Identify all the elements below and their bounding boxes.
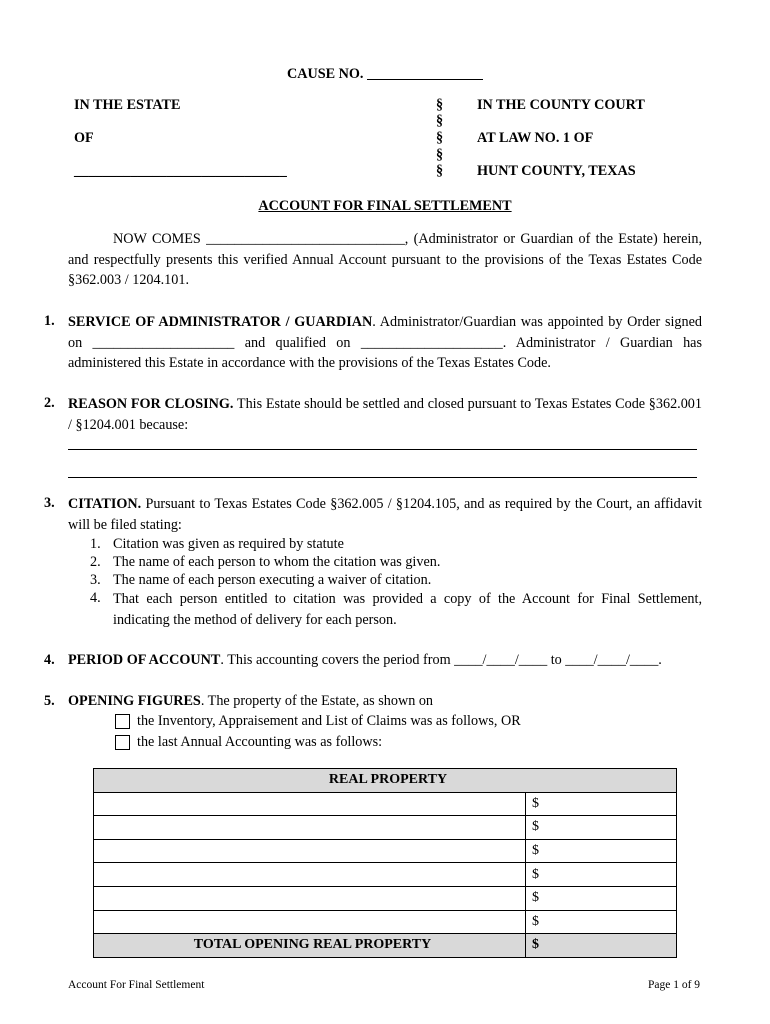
section-mark: §	[436, 113, 444, 129]
table-header: REAL PROPERTY	[94, 769, 677, 793]
cause-number	[287, 65, 483, 83]
property-description-cell[interactable]	[94, 792, 526, 816]
property-description-cell[interactable]	[94, 839, 526, 863]
list-item-number: 3.	[90, 572, 101, 588]
period-text[interactable]: . This accounting covers the period from ____/____/____ to ____/____/____.	[220, 652, 662, 668]
section-5-paragraph	[68, 693, 433, 710]
section-2-number: 2.	[44, 395, 55, 411]
table-row	[94, 863, 677, 887]
section-1-heading: SERVICE OF ADMINISTRATOR / GUARDIAN	[68, 314, 373, 330]
cause-number-blank[interactable]	[367, 65, 483, 80]
inventory-option-label: the Inventory, Appraisement and List of Claims was as follows, OR	[137, 713, 521, 729]
table-total-row	[94, 934, 677, 958]
intro-paragraph	[68, 229, 702, 291]
section-mark: §	[436, 97, 444, 113]
property-amount-cell[interactable]: $	[526, 816, 677, 840]
reason-line-2[interactable]	[68, 477, 697, 478]
section-1-text-b: and qualified on	[244, 334, 351, 351]
property-amount-cell[interactable]: $	[526, 886, 677, 910]
page-title: ACCOUNT FOR FINAL SETTLEMENT	[258, 198, 512, 214]
list-item-number: 4.	[90, 590, 101, 606]
list-item-number: 1.	[90, 536, 101, 552]
section-3-text: Pursuant to Texas Estates Code §362.005 / §1204.105, and as required by the Court, an affidavit will be filed stating:	[68, 496, 702, 533]
estate-label: IN THE ESTATE	[74, 97, 181, 113]
section-4-number: 4.	[44, 652, 55, 668]
total-label: TOTAL OPENING REAL PROPERTY	[94, 934, 526, 958]
page-number: Page 1 of 9	[648, 979, 701, 991]
section-mark: §	[436, 147, 444, 163]
section-4-heading: PERIOD OF ACCOUNT	[68, 652, 221, 668]
section-2-text: This Estate should be settled and closed pursuant to Texas Estates Code §362.001 / §1204.001 because:	[68, 396, 702, 433]
property-description-cell[interactable]	[94, 886, 526, 910]
cause-number-label: CAUSE NO.	[287, 66, 364, 82]
section-1-number: 1.	[44, 313, 55, 329]
of-label: OF	[74, 130, 94, 146]
intro-now-comes: NOW COMES	[113, 231, 201, 247]
list-item-number: 2.	[90, 554, 101, 570]
section-3-heading: CITATION.	[68, 496, 142, 512]
reason-line-1[interactable]	[68, 449, 697, 450]
property-amount-cell[interactable]: $	[526, 863, 677, 887]
section-1-text-c: . Administrator / Guardian has administered this Estate in accordance with the provisions of the Texas Estates Code.	[68, 334, 702, 371]
property-description-cell[interactable]	[94, 863, 526, 887]
table-row	[94, 816, 677, 840]
list-item: The name of each person to whom the citation was given.	[113, 554, 441, 570]
list-item: Citation was given as required by statute	[113, 536, 344, 552]
court-number: AT LAW NO. 1 OF	[477, 130, 594, 146]
section-2-heading: REASON FOR CLOSING.	[68, 396, 234, 412]
section-5-heading: OPENING FIGURES	[68, 693, 201, 709]
section-3-paragraph	[68, 494, 702, 535]
property-amount-cell[interactable]: $	[526, 910, 677, 934]
table-header-row	[94, 769, 677, 793]
table-row	[94, 886, 677, 910]
administrator-name-blank[interactable]: ____________________________	[206, 231, 405, 247]
county-label: HUNT COUNTY, TEXAS	[477, 163, 636, 179]
annual-accounting-checkbox[interactable]	[115, 735, 130, 750]
annual-accounting-option-label: the last Annual Accounting was as follows:	[137, 734, 383, 750]
section-3-number: 3.	[44, 495, 55, 511]
table-row	[94, 839, 677, 863]
inventory-checkbox[interactable]	[115, 714, 130, 729]
section-mark: §	[436, 163, 444, 179]
property-amount-cell[interactable]: $	[526, 839, 677, 863]
total-amount-cell[interactable]: $	[526, 934, 677, 958]
footer-title: Account For Final Settlement	[68, 979, 205, 991]
section-1-paragraph	[68, 312, 702, 374]
property-description-cell[interactable]	[94, 816, 526, 840]
section-2-paragraph	[68, 394, 702, 435]
list-item: The name of each person executing a waiver of citation.	[113, 572, 432, 588]
property-amount-cell[interactable]: $	[526, 792, 677, 816]
section-5-text: . The property of the Estate, as shown on	[200, 693, 434, 709]
qualified-date-blank[interactable]: ____________________	[360, 334, 503, 351]
list-item: That each person entitled to citation was provided a copy of the Account for Final Settlement, indicating the method of delivery for each person.	[113, 591, 702, 628]
section-1-text-a: . Administrator/Guardian was appointed by Order signed on	[68, 314, 702, 351]
court-label: IN THE COUNTY COURT	[477, 97, 645, 113]
section-4-paragraph	[68, 652, 662, 669]
table-row	[94, 792, 677, 816]
table-row	[94, 910, 677, 934]
section-mark: §	[436, 130, 444, 146]
real-property-table	[93, 768, 677, 958]
intro-text: , (Administrator or Guardian of the Estate) herein, and respectfully presents this verified Annual Account pursuant to the provisions of the Texas Estates Code §362.003 / 1204.101.	[68, 231, 703, 288]
estate-name-blank[interactable]: ______________________________	[74, 163, 287, 179]
property-description-cell[interactable]	[94, 910, 526, 934]
order-date-blank[interactable]: ____________________	[92, 334, 235, 351]
section-5-number: 5.	[44, 693, 55, 709]
